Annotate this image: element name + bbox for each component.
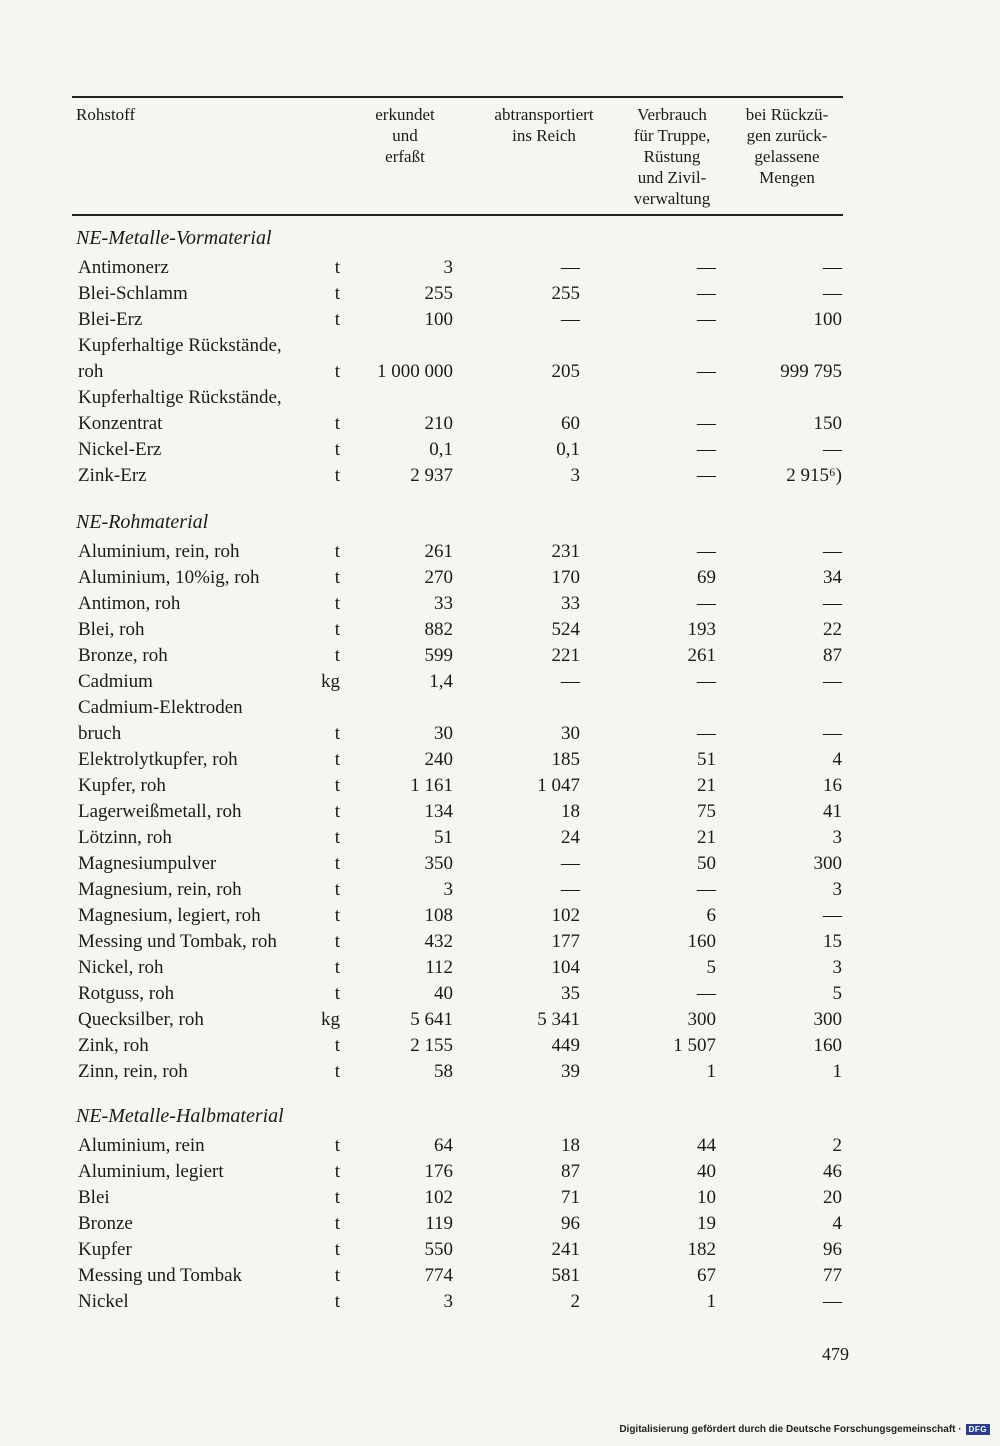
table-row xyxy=(0,851,1000,877)
row-unit: t xyxy=(334,1035,340,1056)
table-row xyxy=(0,1133,1000,1159)
table-row xyxy=(0,903,1000,929)
row-unit: t xyxy=(334,749,340,770)
row-name: Aluminium, rein, roh xyxy=(78,541,240,562)
cell-erkundet: 882 xyxy=(424,619,453,640)
cell-verbrauch: — xyxy=(697,361,716,382)
row-unit: t xyxy=(334,1265,340,1286)
row-unit: t xyxy=(334,645,340,666)
cell-abtransportiert: — xyxy=(561,853,580,874)
cell-erkundet: 51 xyxy=(434,827,453,848)
cell-abtransportiert: 2 xyxy=(570,1291,580,1312)
row-unit: t xyxy=(334,1161,340,1182)
table-row xyxy=(0,463,1000,489)
cell-erkundet: 350 xyxy=(424,853,453,874)
table-row xyxy=(0,799,1000,825)
cell-verbrauch: — xyxy=(697,541,716,562)
cell-verbrauch: 1 507 xyxy=(673,1035,716,1056)
cell-abtransportiert: 104 xyxy=(551,957,580,978)
table-row xyxy=(0,359,1000,385)
cell-verbrauch: 261 xyxy=(687,645,716,666)
table-row xyxy=(0,539,1000,565)
cell-zurueckgelassen: 46 xyxy=(823,1161,842,1182)
table-row xyxy=(0,1159,1000,1185)
row-unit: t xyxy=(334,567,340,588)
row-name: Cadmium xyxy=(78,671,153,692)
cell-verbrauch: 67 xyxy=(697,1265,716,1286)
cell-abtransportiert: 241 xyxy=(551,1239,580,1260)
cell-zurueckgelassen: 300 xyxy=(813,1009,842,1030)
cell-verbrauch: 19 xyxy=(697,1213,716,1234)
cell-verbrauch: 44 xyxy=(697,1135,716,1156)
cell-erkundet: 0,1 xyxy=(429,439,453,460)
table-row xyxy=(0,773,1000,799)
cell-erkundet: 1 000 000 xyxy=(377,361,453,382)
row-unit: t xyxy=(334,361,340,382)
cell-abtransportiert: 3 xyxy=(570,465,580,486)
row-name: Blei-Schlamm xyxy=(78,283,188,304)
row-unit: kg xyxy=(321,1009,340,1030)
header-abtransportiert: abtransportiert ins Reich xyxy=(494,105,594,145)
section-title: NE-Metalle-Halbmaterial xyxy=(76,1105,284,1127)
cell-verbrauch: 21 xyxy=(697,827,716,848)
cell-erkundet: 3 xyxy=(443,257,453,278)
cell-erkundet: 30 xyxy=(434,723,453,744)
cell-abtransportiert: 5 341 xyxy=(537,1009,580,1030)
table-row xyxy=(0,1289,1000,1315)
cell-abtransportiert: — xyxy=(561,257,580,278)
cell-zurueckgelassen: — xyxy=(823,283,842,304)
header-verbrauch: Verbrauch für Truppe, Rüstung und Zivil- verwaltung xyxy=(633,105,711,208)
cell-zurueckgelassen: — xyxy=(823,723,842,744)
row-name: Messing und Tombak xyxy=(78,1265,243,1286)
cell-abtransportiert: 87 xyxy=(561,1161,580,1182)
dfg-footer xyxy=(619,1424,990,1435)
cell-verbrauch: — xyxy=(697,593,716,614)
row-name: Blei, roh xyxy=(78,619,145,640)
page-number: 479 xyxy=(822,1344,849,1364)
row-name: Lötzinn, roh xyxy=(78,827,172,848)
cell-zurueckgelassen: 999 795 xyxy=(780,361,842,382)
table-row xyxy=(0,411,1000,437)
cell-erkundet: 112 xyxy=(425,957,453,978)
row-name: Nickel, roh xyxy=(78,957,164,978)
cell-abtransportiert: 170 xyxy=(551,567,580,588)
row-name: bruch xyxy=(78,723,122,744)
header-erkundet: erkundet und erfaßt xyxy=(375,105,435,166)
cell-erkundet: 2 155 xyxy=(410,1035,453,1056)
cell-erkundet: 2 937 xyxy=(410,465,453,486)
cell-erkundet: 432 xyxy=(424,931,453,952)
cell-verbrauch: 182 xyxy=(687,1239,716,1260)
cell-verbrauch: 1 xyxy=(706,1061,716,1082)
cell-erkundet: 261 xyxy=(424,541,453,562)
row-name: Bronze, roh xyxy=(78,645,168,666)
cell-zurueckgelassen: — xyxy=(823,1291,842,1312)
cell-verbrauch: 50 xyxy=(697,853,716,874)
row-unit: t xyxy=(334,801,340,822)
row-unit: t xyxy=(334,957,340,978)
cell-zurueckgelassen: 22 xyxy=(823,619,842,640)
row-name: Elektrolytkupfer, roh xyxy=(78,749,238,770)
cell-verbrauch: — xyxy=(697,257,716,278)
row-name: Magnesium, legiert, roh xyxy=(78,905,261,926)
cell-verbrauch: 6 xyxy=(706,905,716,926)
cell-erkundet: 210 xyxy=(424,413,453,434)
table-row xyxy=(0,721,1000,747)
cell-zurueckgelassen: 300 xyxy=(813,853,842,874)
cell-verbrauch: 193 xyxy=(687,619,716,640)
row-unit: t xyxy=(334,1213,340,1234)
cell-erkundet: 550 xyxy=(424,1239,453,1260)
row-name: Kupfer xyxy=(78,1239,132,1260)
cell-abtransportiert: 35 xyxy=(561,983,580,1004)
cell-zurueckgelassen: 15 xyxy=(823,931,842,952)
cell-erkundet: 3 xyxy=(443,879,453,900)
row-unit: t xyxy=(334,879,340,900)
table-row xyxy=(0,385,1000,411)
table-row xyxy=(0,1211,1000,1237)
table-row xyxy=(0,437,1000,463)
cell-zurueckgelassen: — xyxy=(823,541,842,562)
row-name: Nickel-Erz xyxy=(78,439,162,460)
cell-verbrauch: 10 xyxy=(697,1187,716,1208)
row-unit: t xyxy=(334,827,340,848)
row-name: Magnesiumpulver xyxy=(78,853,217,874)
row-unit: t xyxy=(334,775,340,796)
cell-zurueckgelassen: 96 xyxy=(823,1239,842,1260)
header-zurueckgelassen: bei Rückzü- gen zurück- gelassene Mengen xyxy=(745,105,829,187)
row-unit: kg xyxy=(321,671,340,692)
row-name: Aluminium, legiert xyxy=(78,1161,224,1182)
cell-erkundet: 108 xyxy=(424,905,453,926)
cell-verbrauch: 51 xyxy=(697,749,716,770)
cell-abtransportiert: 18 xyxy=(561,1135,580,1156)
table-row xyxy=(0,669,1000,695)
cell-abtransportiert: 449 xyxy=(551,1035,580,1056)
cell-verbrauch: 21 xyxy=(697,775,716,796)
row-unit: t xyxy=(334,931,340,952)
row-unit: t xyxy=(334,439,340,460)
cell-abtransportiert: 102 xyxy=(551,905,580,926)
table-row xyxy=(0,307,1000,333)
cell-zurueckgelassen: 1 xyxy=(832,1061,842,1082)
row-unit: t xyxy=(334,541,340,562)
table-row xyxy=(0,747,1000,773)
row-unit: t xyxy=(334,1061,340,1082)
cell-zurueckgelassen: 100 xyxy=(813,309,842,330)
row-unit: t xyxy=(334,309,340,330)
cell-verbrauch: 40 xyxy=(697,1161,716,1182)
table-row xyxy=(0,955,1000,981)
cell-erkundet: 255 xyxy=(424,283,453,304)
cell-abtransportiert: 1 047 xyxy=(537,775,580,796)
cell-verbrauch: — xyxy=(697,465,716,486)
row-unit: t xyxy=(334,593,340,614)
cell-abtransportiert: 96 xyxy=(561,1213,580,1234)
cell-zurueckgelassen: — xyxy=(823,257,842,278)
row-unit: t xyxy=(334,1135,340,1156)
cell-erkundet: 5 641 xyxy=(410,1009,453,1030)
cell-erkundet: 1,4 xyxy=(429,671,453,692)
row-name: roh xyxy=(78,361,104,382)
table-row xyxy=(0,825,1000,851)
table-row xyxy=(0,695,1000,721)
table-row xyxy=(0,981,1000,1007)
table-row xyxy=(0,565,1000,591)
cell-zurueckgelassen: — xyxy=(823,905,842,926)
cell-erkundet: 64 xyxy=(434,1135,453,1156)
cell-erkundet: 102 xyxy=(424,1187,453,1208)
cell-abtransportiert: 71 xyxy=(561,1187,580,1208)
row-name: Kupferhaltige Rückstände, xyxy=(78,387,282,408)
cell-abtransportiert: 30 xyxy=(561,723,580,744)
cell-abtransportiert: 581 xyxy=(551,1265,580,1286)
cell-erkundet: 40 xyxy=(434,983,453,1004)
row-name: Lagerweißmetall, roh xyxy=(78,801,242,822)
row-unit: t xyxy=(334,413,340,434)
row-unit: t xyxy=(334,905,340,926)
cell-zurueckgelassen: 20 xyxy=(823,1187,842,1208)
table-row xyxy=(0,1263,1000,1289)
table-row xyxy=(0,643,1000,669)
cell-abtransportiert: 0,1 xyxy=(556,439,580,460)
table-row xyxy=(0,255,1000,281)
cell-zurueckgelassen: — xyxy=(823,439,842,460)
cell-abtransportiert: 185 xyxy=(551,749,580,770)
row-name: Aluminium, rein xyxy=(78,1135,205,1156)
cell-erkundet: 33 xyxy=(434,593,453,614)
cell-zurueckgelassen: 87 xyxy=(823,645,842,666)
row-unit: t xyxy=(334,465,340,486)
cell-zurueckgelassen: — xyxy=(823,593,842,614)
table-row xyxy=(0,1007,1000,1033)
cell-zurueckgelassen: 3 xyxy=(832,957,842,978)
cell-zurueckgelassen: 77 xyxy=(823,1265,842,1286)
cell-zurueckgelassen: 3 xyxy=(832,879,842,900)
cell-erkundet: 599 xyxy=(424,645,453,666)
cell-verbrauch: — xyxy=(697,723,716,744)
cell-abtransportiert: 205 xyxy=(551,361,580,382)
cell-abtransportiert: 177 xyxy=(551,931,580,952)
cell-verbrauch: 69 xyxy=(697,567,716,588)
cell-erkundet: 176 xyxy=(424,1161,453,1182)
row-name: Blei xyxy=(78,1187,110,1208)
cell-erkundet: 3 xyxy=(443,1291,453,1312)
cell-erkundet: 270 xyxy=(424,567,453,588)
cell-erkundet: 774 xyxy=(424,1265,453,1286)
cell-zurueckgelassen: 4 xyxy=(832,749,842,770)
row-name: Zink-Erz xyxy=(78,465,147,486)
table-row xyxy=(0,617,1000,643)
footer-text: Digitalisierung gefördert durch die Deutsche Forschungsgemeinschaft · xyxy=(619,1424,962,1435)
row-name: Antimonerz xyxy=(78,257,169,278)
row-unit: t xyxy=(334,723,340,744)
section-title: NE-Rohmaterial xyxy=(76,511,209,533)
cell-abtransportiert: — xyxy=(561,671,580,692)
cell-zurueckgelassen: — xyxy=(823,671,842,692)
cell-abtransportiert: 39 xyxy=(561,1061,580,1082)
row-name: Cadmium-Elektroden xyxy=(78,697,243,718)
cell-verbrauch: — xyxy=(697,309,716,330)
row-name: Zinn, rein, roh xyxy=(78,1061,188,1082)
cell-abtransportiert: 60 xyxy=(561,413,580,434)
row-name: Konzentrat xyxy=(78,413,163,434)
row-name: Bronze xyxy=(78,1213,133,1234)
cell-verbrauch: 1 xyxy=(706,1291,716,1312)
row-name: Messing und Tombak, roh xyxy=(78,931,277,952)
cell-zurueckgelassen: 160 xyxy=(813,1035,842,1056)
row-unit: t xyxy=(334,1239,340,1260)
cell-abtransportiert: 524 xyxy=(551,619,580,640)
row-unit: t xyxy=(334,853,340,874)
cell-erkundet: 1 161 xyxy=(410,775,453,796)
cell-verbrauch: — xyxy=(697,439,716,460)
cell-zurueckgelassen: 4 xyxy=(832,1213,842,1234)
row-name: Kupferhaltige Rückstände, xyxy=(78,335,282,356)
row-name: Blei-Erz xyxy=(78,309,143,330)
table-row xyxy=(0,281,1000,307)
cell-verbrauch: — xyxy=(697,879,716,900)
cell-abtransportiert: 18 xyxy=(561,801,580,822)
row-unit: t xyxy=(334,283,340,304)
cell-abtransportiert: 221 xyxy=(551,645,580,666)
cell-verbrauch: 75 xyxy=(697,801,716,822)
row-name: Nickel xyxy=(78,1291,129,1312)
section-title: NE-Metalle-Vormaterial xyxy=(76,227,272,249)
cell-erkundet: 119 xyxy=(425,1213,453,1234)
table-row xyxy=(0,1237,1000,1263)
cell-abtransportiert: — xyxy=(561,309,580,330)
cell-erkundet: 58 xyxy=(434,1061,453,1082)
table-row xyxy=(0,877,1000,903)
cell-abtransportiert: 33 xyxy=(561,593,580,614)
cell-abtransportiert: — xyxy=(561,879,580,900)
cell-zurueckgelassen: 16 xyxy=(823,775,842,796)
row-name: Rotguss, roh xyxy=(78,983,175,1004)
cell-zurueckgelassen: 5 xyxy=(832,983,842,1004)
cell-erkundet: 134 xyxy=(424,801,453,822)
cell-erkundet: 100 xyxy=(424,309,453,330)
cell-verbrauch: — xyxy=(697,671,716,692)
cell-zurueckgelassen: 3 xyxy=(832,827,842,848)
cell-verbrauch: — xyxy=(697,283,716,304)
cell-zurueckgelassen: 41 xyxy=(823,801,842,822)
header-rohstoff: Rohstoff xyxy=(76,105,136,124)
cell-erkundet: 240 xyxy=(424,749,453,770)
dfg-logo: DFG xyxy=(966,1424,990,1435)
cell-verbrauch: 300 xyxy=(687,1009,716,1030)
cell-zurueckgelassen: 150 xyxy=(813,413,842,434)
cell-abtransportiert: 24 xyxy=(561,827,580,848)
cell-verbrauch: 160 xyxy=(687,931,716,952)
row-name: Quecksilber, roh xyxy=(78,1009,204,1030)
cell-abtransportiert: 231 xyxy=(551,541,580,562)
row-name: Antimon, roh xyxy=(78,593,181,614)
table-row xyxy=(0,1059,1000,1085)
row-name: Kupfer, roh xyxy=(78,775,166,796)
table-row xyxy=(0,591,1000,617)
table-row xyxy=(0,929,1000,955)
row-name: Aluminium, 10%ig, roh xyxy=(78,567,260,588)
table-row xyxy=(0,1185,1000,1211)
table-row xyxy=(0,333,1000,359)
row-unit: t xyxy=(334,1187,340,1208)
row-unit: t xyxy=(334,983,340,1004)
row-unit: t xyxy=(334,257,340,278)
row-name: Magnesium, rein, roh xyxy=(78,879,242,900)
table-row xyxy=(0,1033,1000,1059)
row-name: Zink, roh xyxy=(78,1035,149,1056)
cell-zurueckgelassen: 2 915⁶) xyxy=(786,465,842,486)
row-unit: t xyxy=(334,1291,340,1312)
cell-verbrauch: — xyxy=(697,983,716,1004)
cell-verbrauch: 5 xyxy=(706,957,716,978)
cell-verbrauch: — xyxy=(697,413,716,434)
row-unit: t xyxy=(334,619,340,640)
cell-zurueckgelassen: 2 xyxy=(832,1135,842,1156)
cell-zurueckgelassen: 34 xyxy=(823,567,842,588)
cell-abtransportiert: 255 xyxy=(551,283,580,304)
